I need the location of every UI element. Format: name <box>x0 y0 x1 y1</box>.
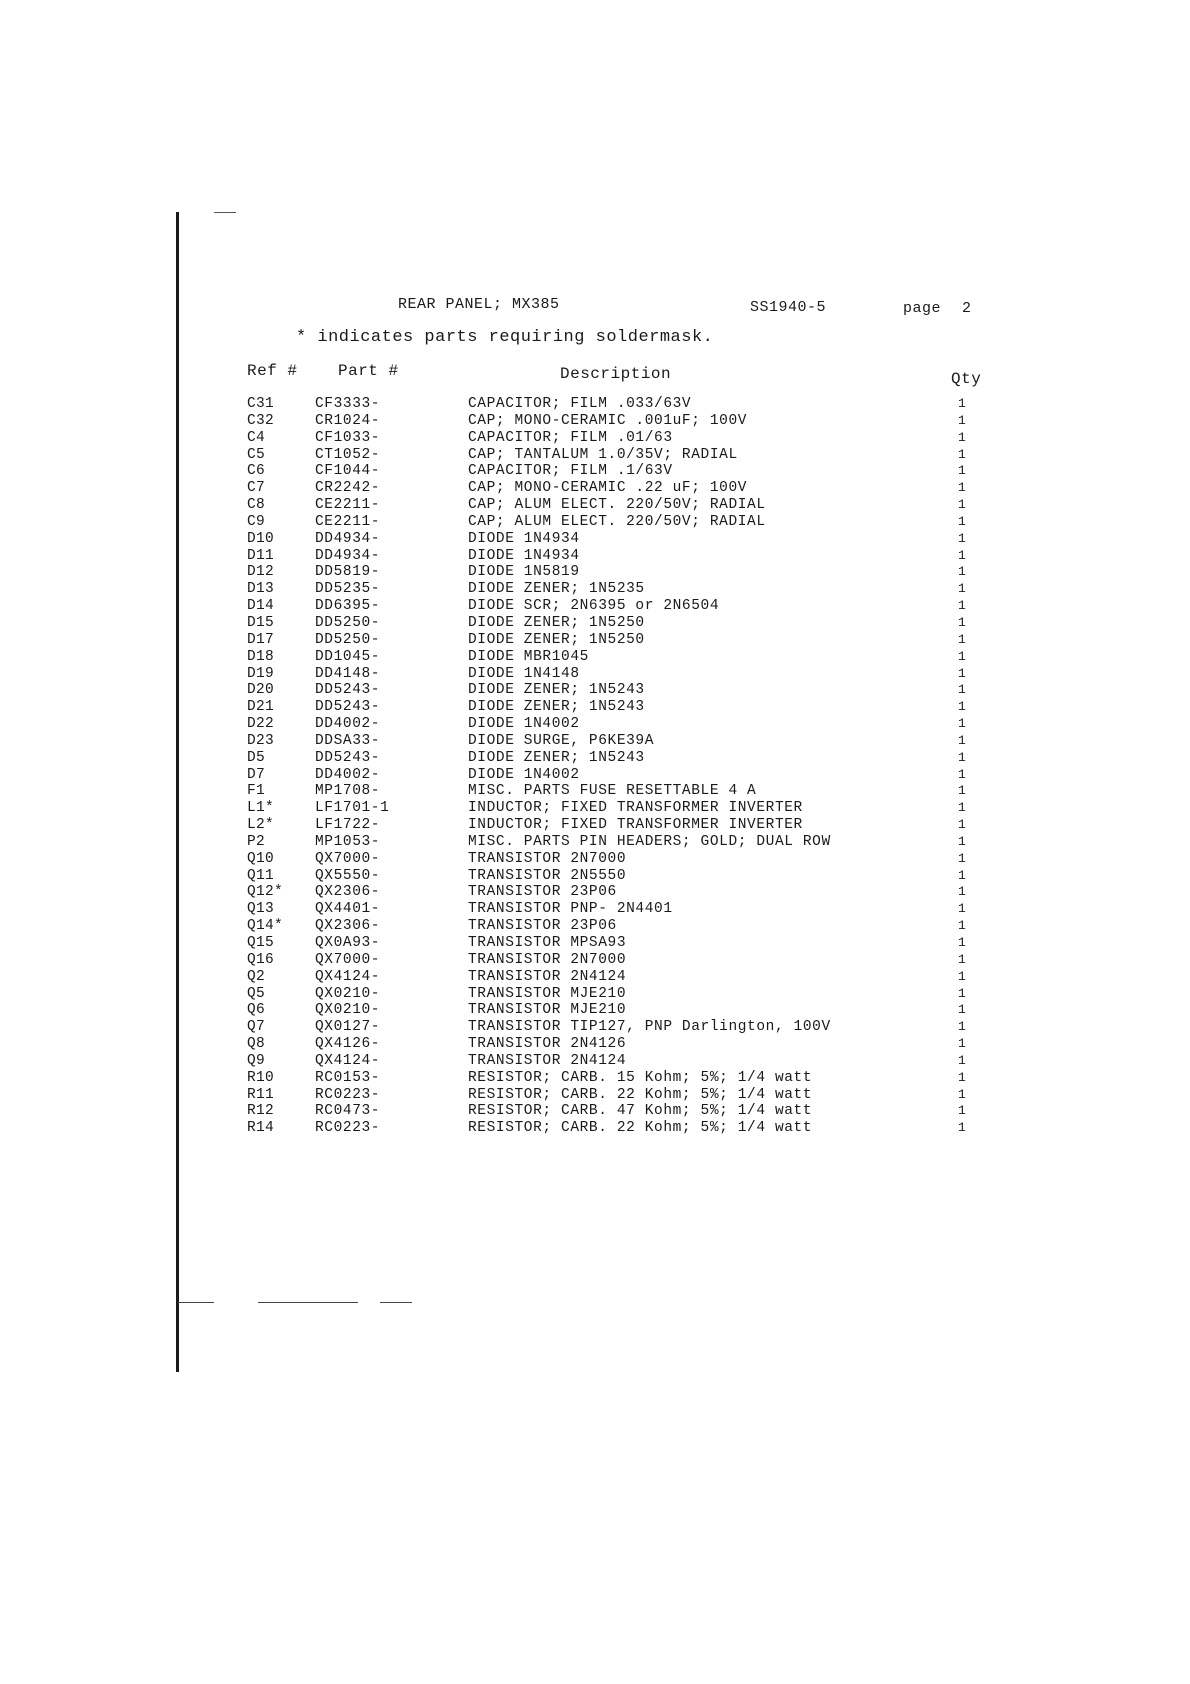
qty-cell: 1 <box>958 513 966 529</box>
qty-cell: 1 <box>958 1069 966 1085</box>
description-cell: RESISTOR; CARB. 22 Kohm; 5%; 1/4 watt <box>468 1086 813 1103</box>
part-number-cell: DD5250- <box>315 614 381 631</box>
ref-cell: R11 <box>247 1086 275 1103</box>
scan-artifact-line <box>258 1302 358 1303</box>
description-cell: TRANSISTOR 2N4126 <box>468 1036 627 1053</box>
qty-cell: 1 <box>958 497 966 513</box>
parts-row <box>0 480 1190 497</box>
description-cell: DIODE MBR1045 <box>468 648 589 665</box>
description-cell: DIODE 1N5819 <box>468 564 580 581</box>
description-cell: TRANSISTOR 2N7000 <box>468 850 627 867</box>
parts-row <box>0 447 1190 464</box>
part-number-cell: QX2306- <box>315 884 381 901</box>
parts-row <box>0 666 1190 683</box>
parts-row <box>0 716 1190 733</box>
qty-cell: 1 <box>958 884 966 900</box>
part-number-cell: DD5235- <box>315 581 381 598</box>
document-title: REAR PANEL; MX385 <box>398 296 560 313</box>
part-number-cell: QX2306- <box>315 918 381 935</box>
part-number-cell: QX4124- <box>315 968 381 985</box>
qty-cell: 1 <box>958 867 966 883</box>
parts-row <box>0 817 1190 834</box>
ref-cell: Q12* <box>247 884 284 901</box>
parts-row <box>0 548 1190 565</box>
ref-cell: C32 <box>247 412 275 429</box>
part-number-cell: DD5250- <box>315 631 381 648</box>
part-number-cell: CF1033- <box>315 429 381 446</box>
qty-cell: 1 <box>958 1002 966 1018</box>
ref-cell: C4 <box>247 429 266 446</box>
parts-row <box>0 430 1190 447</box>
part-number-cell: QX0127- <box>315 1019 381 1036</box>
ref-cell: C7 <box>247 480 266 497</box>
qty-cell: 1 <box>958 530 966 546</box>
description-cell: INDUCTOR; FIXED TRANSFORMER INVERTER <box>468 817 803 834</box>
qty-cell: 1 <box>958 1036 966 1052</box>
part-number-cell: QX4124- <box>315 1052 381 1069</box>
parts-row <box>0 767 1190 784</box>
part-number-cell: QX0A93- <box>315 935 381 951</box>
ref-cell: D10 <box>247 530 275 547</box>
ref-cell: D5 <box>247 749 266 766</box>
description-cell: DIODE ZENER; 1N5243 <box>468 699 645 716</box>
parts-row <box>0 733 1190 750</box>
part-number-cell: DD4002- <box>315 766 381 783</box>
description-cell: DIODE ZENER; 1N5243 <box>468 749 645 766</box>
ref-cell: D11 <box>247 547 275 564</box>
parts-row <box>0 531 1190 548</box>
qty-cell: 1 <box>958 396 966 411</box>
ref-cell: Q16 <box>247 951 275 968</box>
parts-row <box>0 564 1190 581</box>
part-number-cell: DD4934- <box>315 530 381 547</box>
qty-cell: 1 <box>958 1103 966 1119</box>
parts-row <box>0 413 1190 430</box>
soldermask-note: * indicates parts requiring soldermask. <box>296 328 714 347</box>
column-header-description: Description <box>560 365 672 383</box>
description-cell: TRANSISTOR 2N4124 <box>468 1052 627 1069</box>
description-cell: DIODE ZENER; 1N5250 <box>468 614 645 631</box>
ref-cell: D17 <box>247 631 275 648</box>
description-cell: TRANSISTOR 23P06 <box>468 918 617 935</box>
page-number: 2 <box>962 300 972 317</box>
ref-cell: Q11 <box>247 867 275 884</box>
part-number-cell: CR2242- <box>315 480 381 497</box>
part-number-cell: MP1053- <box>315 833 381 850</box>
parts-row <box>0 750 1190 767</box>
qty-cell: 1 <box>958 716 966 732</box>
ref-cell: Q2 <box>247 968 266 985</box>
parts-row <box>0 396 1190 413</box>
ref-cell: Q14* <box>247 918 284 935</box>
qty-cell: 1 <box>958 699 966 715</box>
parts-row <box>0 1120 1190 1137</box>
part-number-cell: CE2211- <box>315 513 381 530</box>
qty-cell: 1 <box>958 985 966 1001</box>
description-cell: RESISTOR; CARB. 15 Kohm; 5%; 1/4 watt <box>468 1069 813 1086</box>
description-cell: DIODE 1N4148 <box>468 665 580 682</box>
ref-cell: Q13 <box>247 901 275 918</box>
parts-row <box>0 901 1190 918</box>
description-cell: TRANSISTOR 23P06 <box>468 884 617 901</box>
ref-cell: D12 <box>247 564 275 581</box>
part-number-cell: QX0210- <box>315 1002 381 1019</box>
part-number-cell: CT1052- <box>315 446 381 463</box>
parts-row <box>0 1036 1190 1053</box>
qty-cell: 1 <box>958 968 966 984</box>
part-number-cell: DD6395- <box>315 598 381 615</box>
description-cell: CAPACITOR; FILM .01/63 <box>468 429 673 446</box>
description-cell: TRANSISTOR TIP127, PNP Darlington, 100V <box>468 1019 831 1036</box>
qty-cell: 1 <box>958 951 966 967</box>
ref-cell: Q15 <box>247 935 275 951</box>
parts-list <box>0 396 1190 1137</box>
qty-cell: 1 <box>958 614 966 630</box>
ref-cell: D19 <box>247 665 275 682</box>
ref-cell: D20 <box>247 682 275 699</box>
part-number-cell: RC0223- <box>315 1086 381 1103</box>
parts-row <box>0 1087 1190 1104</box>
parts-row <box>0 514 1190 531</box>
qty-cell: 1 <box>958 766 966 782</box>
qty-cell: 1 <box>958 665 966 681</box>
part-number-cell: CF1044- <box>315 463 381 480</box>
part-number-cell: RC0473- <box>315 1103 381 1120</box>
description-cell: INDUCTOR; FIXED TRANSFORMER INVERTER <box>468 800 803 817</box>
qty-cell: 1 <box>958 480 966 496</box>
qty-cell: 1 <box>958 817 966 833</box>
parts-row <box>0 935 1190 952</box>
parts-row <box>0 868 1190 885</box>
ref-cell: F1 <box>247 783 266 800</box>
part-number-cell: QX4126- <box>315 1036 381 1053</box>
description-cell: TRANSISTOR 2N7000 <box>468 951 627 968</box>
ref-cell: C8 <box>247 497 266 514</box>
ref-cell: C31 <box>247 396 275 412</box>
scan-artifact-line <box>178 1302 214 1303</box>
part-number-cell: CE2211- <box>315 497 381 514</box>
qty-cell: 1 <box>958 631 966 647</box>
page-label: page <box>903 300 942 317</box>
part-number-cell: DDSA33- <box>315 732 381 749</box>
qty-cell: 1 <box>958 833 966 849</box>
description-cell: TRANSISTOR PNP- 2N4401 <box>468 901 673 918</box>
qty-cell: 1 <box>958 901 966 917</box>
ref-cell: C5 <box>247 446 266 463</box>
parts-row <box>0 851 1190 868</box>
qty-cell: 1 <box>958 1019 966 1035</box>
parts-row <box>0 834 1190 851</box>
qty-cell: 1 <box>958 648 966 664</box>
parts-row <box>0 884 1190 901</box>
part-number-cell: RC0223- <box>315 1120 381 1137</box>
part-number-cell: MP1708- <box>315 783 381 800</box>
part-number-cell: QX7000- <box>315 850 381 867</box>
description-cell: TRANSISTOR MPSA93 <box>468 935 627 951</box>
parts-row <box>0 783 1190 800</box>
scan-mark <box>214 212 236 213</box>
part-number-cell: DD4002- <box>315 716 381 733</box>
ref-cell: D22 <box>247 716 275 733</box>
parts-row <box>0 682 1190 699</box>
qty-cell: 1 <box>958 1086 966 1102</box>
ref-cell: D21 <box>247 699 275 716</box>
parts-row <box>0 463 1190 480</box>
description-cell: RESISTOR; CARB. 22 Kohm; 5%; 1/4 watt <box>468 1120 813 1137</box>
part-number-cell: QX5550- <box>315 867 381 884</box>
column-header-ref: Ref # <box>247 362 298 380</box>
parts-row <box>0 615 1190 632</box>
description-cell: TRANSISTOR MJE210 <box>468 985 627 1002</box>
qty-cell: 1 <box>958 581 966 597</box>
column-header-part: Part # <box>338 362 399 380</box>
part-number-cell: DD5243- <box>315 682 381 699</box>
qty-cell: 1 <box>958 429 966 445</box>
description-cell: CAP; MONO-CERAMIC .22 uF; 100V <box>468 480 748 497</box>
description-cell: CAP; MONO-CERAMIC .001uF; 100V <box>468 412 748 429</box>
description-cell: DIODE 1N4934 <box>468 530 580 547</box>
parts-row <box>0 952 1190 969</box>
qty-cell: 1 <box>958 749 966 765</box>
parts-row <box>0 1019 1190 1036</box>
description-cell: CAPACITOR; FILM .1/63V <box>468 463 673 480</box>
parts-row <box>0 632 1190 649</box>
parts-row <box>0 1070 1190 1087</box>
ref-cell: D18 <box>247 648 275 665</box>
ref-cell: Q7 <box>247 1019 266 1036</box>
scan-artifact-line <box>380 1302 412 1303</box>
ref-cell: Q5 <box>247 985 266 1002</box>
part-number-cell: QX0210- <box>315 985 381 1002</box>
description-cell: MISC. PARTS FUSE RESETTABLE 4 A <box>468 783 757 800</box>
parts-row <box>0 598 1190 615</box>
qty-cell: 1 <box>958 446 966 462</box>
parts-row <box>0 1053 1190 1070</box>
parts-row <box>0 969 1190 986</box>
qty-cell: 1 <box>958 547 966 563</box>
part-number-cell: DD4934- <box>315 547 381 564</box>
part-number-cell: DD5243- <box>315 749 381 766</box>
part-number-cell: CR1024- <box>315 412 381 429</box>
part-number-cell: LF1701-1 <box>315 800 390 817</box>
description-cell: DIODE ZENER; 1N5243 <box>468 682 645 699</box>
qty-cell: 1 <box>958 412 966 428</box>
description-cell: DIODE ZENER; 1N5235 <box>468 581 645 598</box>
ref-cell: D7 <box>247 766 266 783</box>
part-number-cell: DD4148- <box>315 665 381 682</box>
description-cell: CAPACITOR; FILM .033/63V <box>468 396 692 412</box>
description-cell: RESISTOR; CARB. 47 Kohm; 5%; 1/4 watt <box>468 1103 813 1120</box>
ref-cell: L1* <box>247 800 275 817</box>
description-cell: TRANSISTOR 2N4124 <box>468 968 627 985</box>
ref-cell: C9 <box>247 513 266 530</box>
description-cell: CAP; ALUM ELECT. 220/50V; RADIAL <box>468 513 766 530</box>
parts-row <box>0 649 1190 666</box>
qty-cell: 1 <box>958 463 966 479</box>
part-number-cell: RC0153- <box>315 1069 381 1086</box>
qty-cell: 1 <box>958 598 966 614</box>
ref-cell: R12 <box>247 1103 275 1120</box>
parts-row <box>0 497 1190 514</box>
parts-row <box>0 1103 1190 1120</box>
qty-cell: 1 <box>958 850 966 866</box>
description-cell: DIODE SCR; 2N6395 or 2N6504 <box>468 598 720 615</box>
ref-cell: R14 <box>247 1120 275 1137</box>
ref-cell: D13 <box>247 581 275 598</box>
part-number-cell: DD5819- <box>315 564 381 581</box>
ref-cell: L2* <box>247 817 275 834</box>
description-cell: MISC. PARTS PIN HEADERS; GOLD; DUAL ROW <box>468 833 831 850</box>
part-number-cell: DD5243- <box>315 699 381 716</box>
description-cell: DIODE SURGE, P6KE39A <box>468 732 655 749</box>
qty-cell: 1 <box>958 935 966 950</box>
qty-cell: 1 <box>958 783 966 799</box>
part-number-cell: LF1722- <box>315 817 381 834</box>
parts-row <box>0 918 1190 935</box>
part-number-cell: QX4401- <box>315 901 381 918</box>
qty-cell: 1 <box>958 918 966 934</box>
qty-cell: 1 <box>958 682 966 698</box>
description-cell: DIODE ZENER; 1N5250 <box>468 631 645 648</box>
ref-cell: D15 <box>247 614 275 631</box>
ref-cell: Q9 <box>247 1052 266 1069</box>
ref-cell: Q10 <box>247 850 275 867</box>
ref-cell: R10 <box>247 1069 275 1086</box>
description-cell: DIODE 1N4002 <box>468 766 580 783</box>
column-header-qty: Qty <box>951 370 982 388</box>
qty-cell: 1 <box>958 1120 966 1136</box>
qty-cell: 1 <box>958 564 966 580</box>
ref-cell: C6 <box>247 463 266 480</box>
parts-row <box>0 986 1190 1003</box>
parts-row <box>0 699 1190 716</box>
part-number-cell: DD1045- <box>315 648 381 665</box>
parts-row <box>0 1002 1190 1019</box>
parts-row <box>0 800 1190 817</box>
description-cell: TRANSISTOR 2N5550 <box>468 867 627 884</box>
document-number: SS1940-5 <box>750 299 827 316</box>
ref-cell: Q8 <box>247 1036 266 1053</box>
description-cell: TRANSISTOR MJE210 <box>468 1002 627 1019</box>
description-cell: DIODE 1N4934 <box>468 547 580 564</box>
description-cell: DIODE 1N4002 <box>468 716 580 733</box>
description-cell: CAP; TANTALUM 1.0/35V; RADIAL <box>468 446 738 463</box>
description-cell: CAP; ALUM ELECT. 220/50V; RADIAL <box>468 497 766 514</box>
qty-cell: 1 <box>958 800 966 816</box>
parts-row <box>0 581 1190 598</box>
ref-cell: P2 <box>247 833 266 850</box>
qty-cell: 1 <box>958 1052 966 1068</box>
qty-cell: 1 <box>958 732 966 748</box>
ref-cell: Q6 <box>247 1002 266 1019</box>
ref-cell: D23 <box>247 732 275 749</box>
ref-cell: D14 <box>247 598 275 615</box>
part-number-cell: CF3333- <box>315 396 381 412</box>
part-number-cell: QX7000- <box>315 951 381 968</box>
